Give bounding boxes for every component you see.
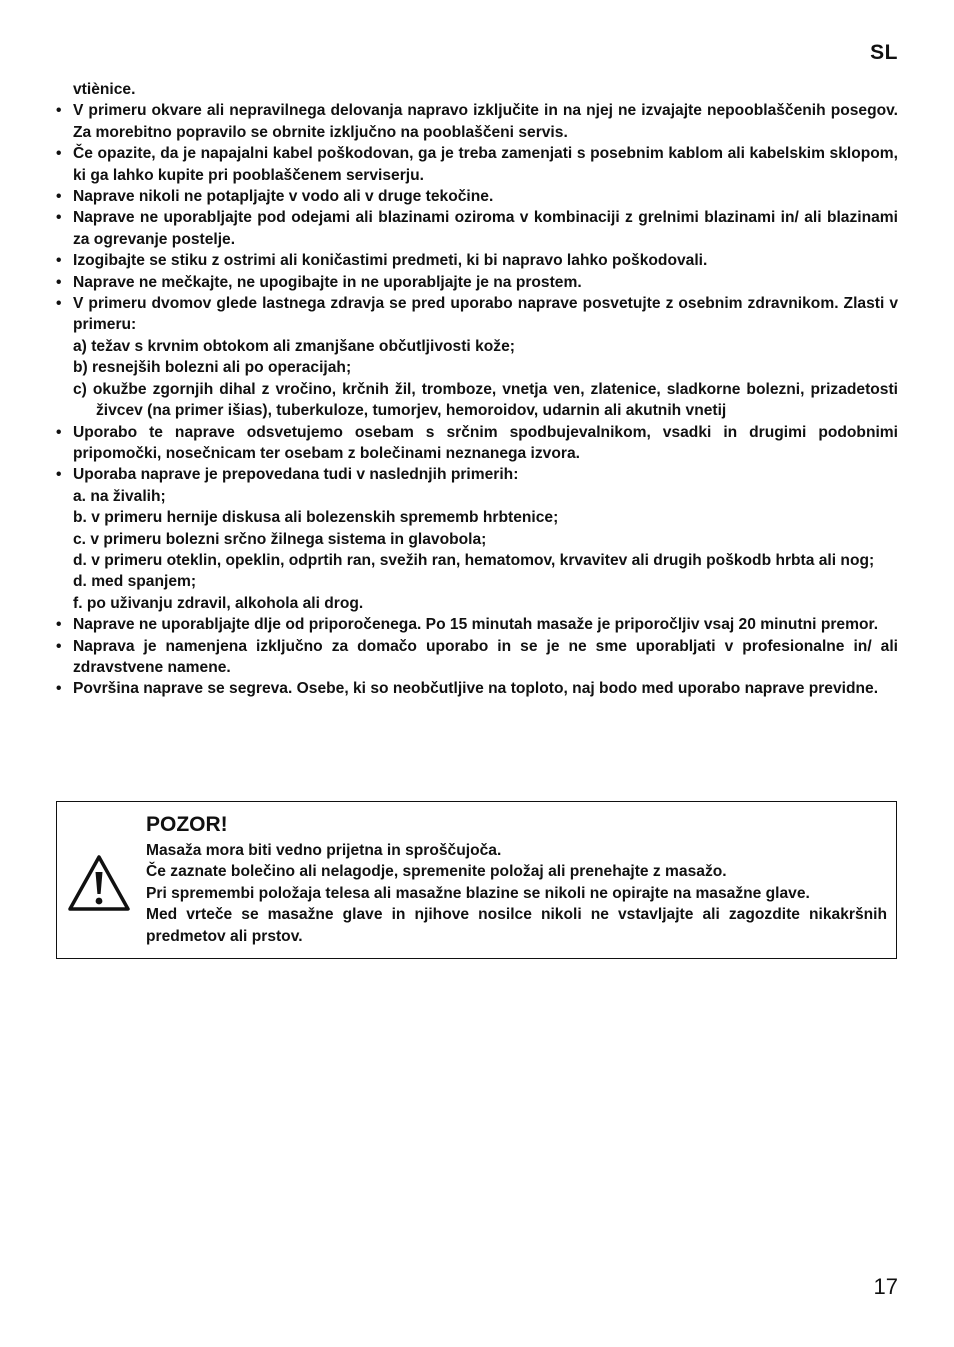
bullet-item: • Naprave nikoli ne potapljajte v vodo ali v druge tekočine. — [56, 186, 898, 207]
bullet-item: • Naprava je namenjena izključno za domačo uporabo in se je ne sme uporabljati v profesionalne in/ ali zdravstvene namene. — [56, 636, 898, 679]
bullet-item: • V primeru okvare ali nepravilnega delovanja napravo izključite in na njej ne izvajajte nepooblaščenih posegov. Za morebitno popravilo se obrnite izključno na pooblaščeni servis. — [56, 100, 898, 143]
sub-item: d. med spanjem; — [73, 573, 197, 591]
bullet-item: • Uporabo te naprave odsvetujemo osebam s srčnim spodbujevalnikom, vsadki in drugimi podobnimi pripomočki, nosečnicam ter osebam z bolečinami neznanega izvora. — [56, 422, 898, 465]
sub-item: b) resnejših bolezni ali po operacijah; — [73, 359, 352, 377]
sub-item: c) okužbe zgornjih dihal z vročino, krčnih žil, tromboze, vnetja ven, zlatenice, sladkorne bolezni, prizadetosti živcev (na primer išias), tuberkuloze, tumorjev, hemoroidov, udarnin ali akutnih vnetij — [73, 380, 898, 420]
sub-item: a. na živalih; — [73, 487, 166, 505]
warning-line: Če zaznate bolečino ali nelagodje, spremenite položaj ali prenehajte z masažo. — [146, 863, 727, 881]
warning-box — [56, 801, 897, 959]
bullet-item: • Če opazite, da je napajalni kabel poškodovan, ga je treba zamenjati s posebnim kablom ali kabelskim sklopom, ki ga lahko kupite pri pooblaščenem serviserju. — [56, 143, 898, 186]
language-code: SL — [870, 41, 898, 64]
bullet-item: • Naprave ne mečkajte, ne upogibajte in ne uporabljajte je na prostem. — [56, 272, 898, 293]
sub-item: c. v primeru bolezni srčno žilnega sistema in glavobola; — [73, 530, 487, 548]
bullet-item: • Uporaba naprave je prepovedana tudi v naslednjih primerih: — [56, 464, 898, 485]
safety-instructions — [56, 79, 898, 700]
warning-text — [146, 840, 887, 947]
warning-title: POZOR! — [146, 813, 228, 836]
continued-text: vtiènice. — [73, 81, 136, 98]
sub-item: d. v primeru oteklin, opeklin, odprtih ran, svežih ran, hematomov, krvavitev ali drugih poškodb hrbta ali nog; — [73, 551, 875, 569]
sub-item: a) težav s krvnim obtokom ali zmanjšane občutljivosti kože; — [73, 337, 515, 355]
bullet-item: • Naprave ne uporabljajte dlje od priporočenega. Po 15 minutah masaže je priporočljiv vsaj 20 minutni premor. — [56, 614, 898, 635]
bullet-item: • Naprave ne uporabljajte pod odejami ali blazinami oziroma v kombinaciji z grelnimi blazinami in/ ali blazinami za ogrevanje postelje. — [56, 207, 898, 250]
bullet-item: • V primeru dvomov glede lastnega zdravja se pred uporabo naprave posvetujte z osebnim zdravnikom. Zlasti v primeru: — [56, 293, 898, 336]
bullet-item: • Izogibajte se stiku z ostrimi ali koničastimi predmeti, ki bi napravo lahko poškodovali. — [56, 250, 898, 271]
bullet-item: • Površina naprave se segreva. Osebe, ki so neobčutljive na toploto, naj bodo med uporabo naprave previdne. — [56, 678, 898, 699]
warning-line: Pri spremembi položaja telesa ali masažne blazine se nikoli ne opirajte na masažne glave. — [146, 884, 810, 902]
warning-line: Masaža mora biti vedno prijetna in sproščujoča. — [146, 842, 502, 859]
warning-line: Med vrteče se masažne glave in njihove nosilce nikoli ne vstavljajte ali zagozdite nikakršnih predmetov ali prstov. — [146, 906, 887, 945]
page-number: 17 — [873, 1274, 898, 1299]
sub-item: f. po uživanju zdravil, alkohola ali drog. — [73, 594, 364, 612]
sub-item: b. v primeru hernije diskusa ali bolezenskih sprememb hrbtenice; — [73, 509, 559, 527]
warning-triangle-icon — [67, 854, 131, 912]
